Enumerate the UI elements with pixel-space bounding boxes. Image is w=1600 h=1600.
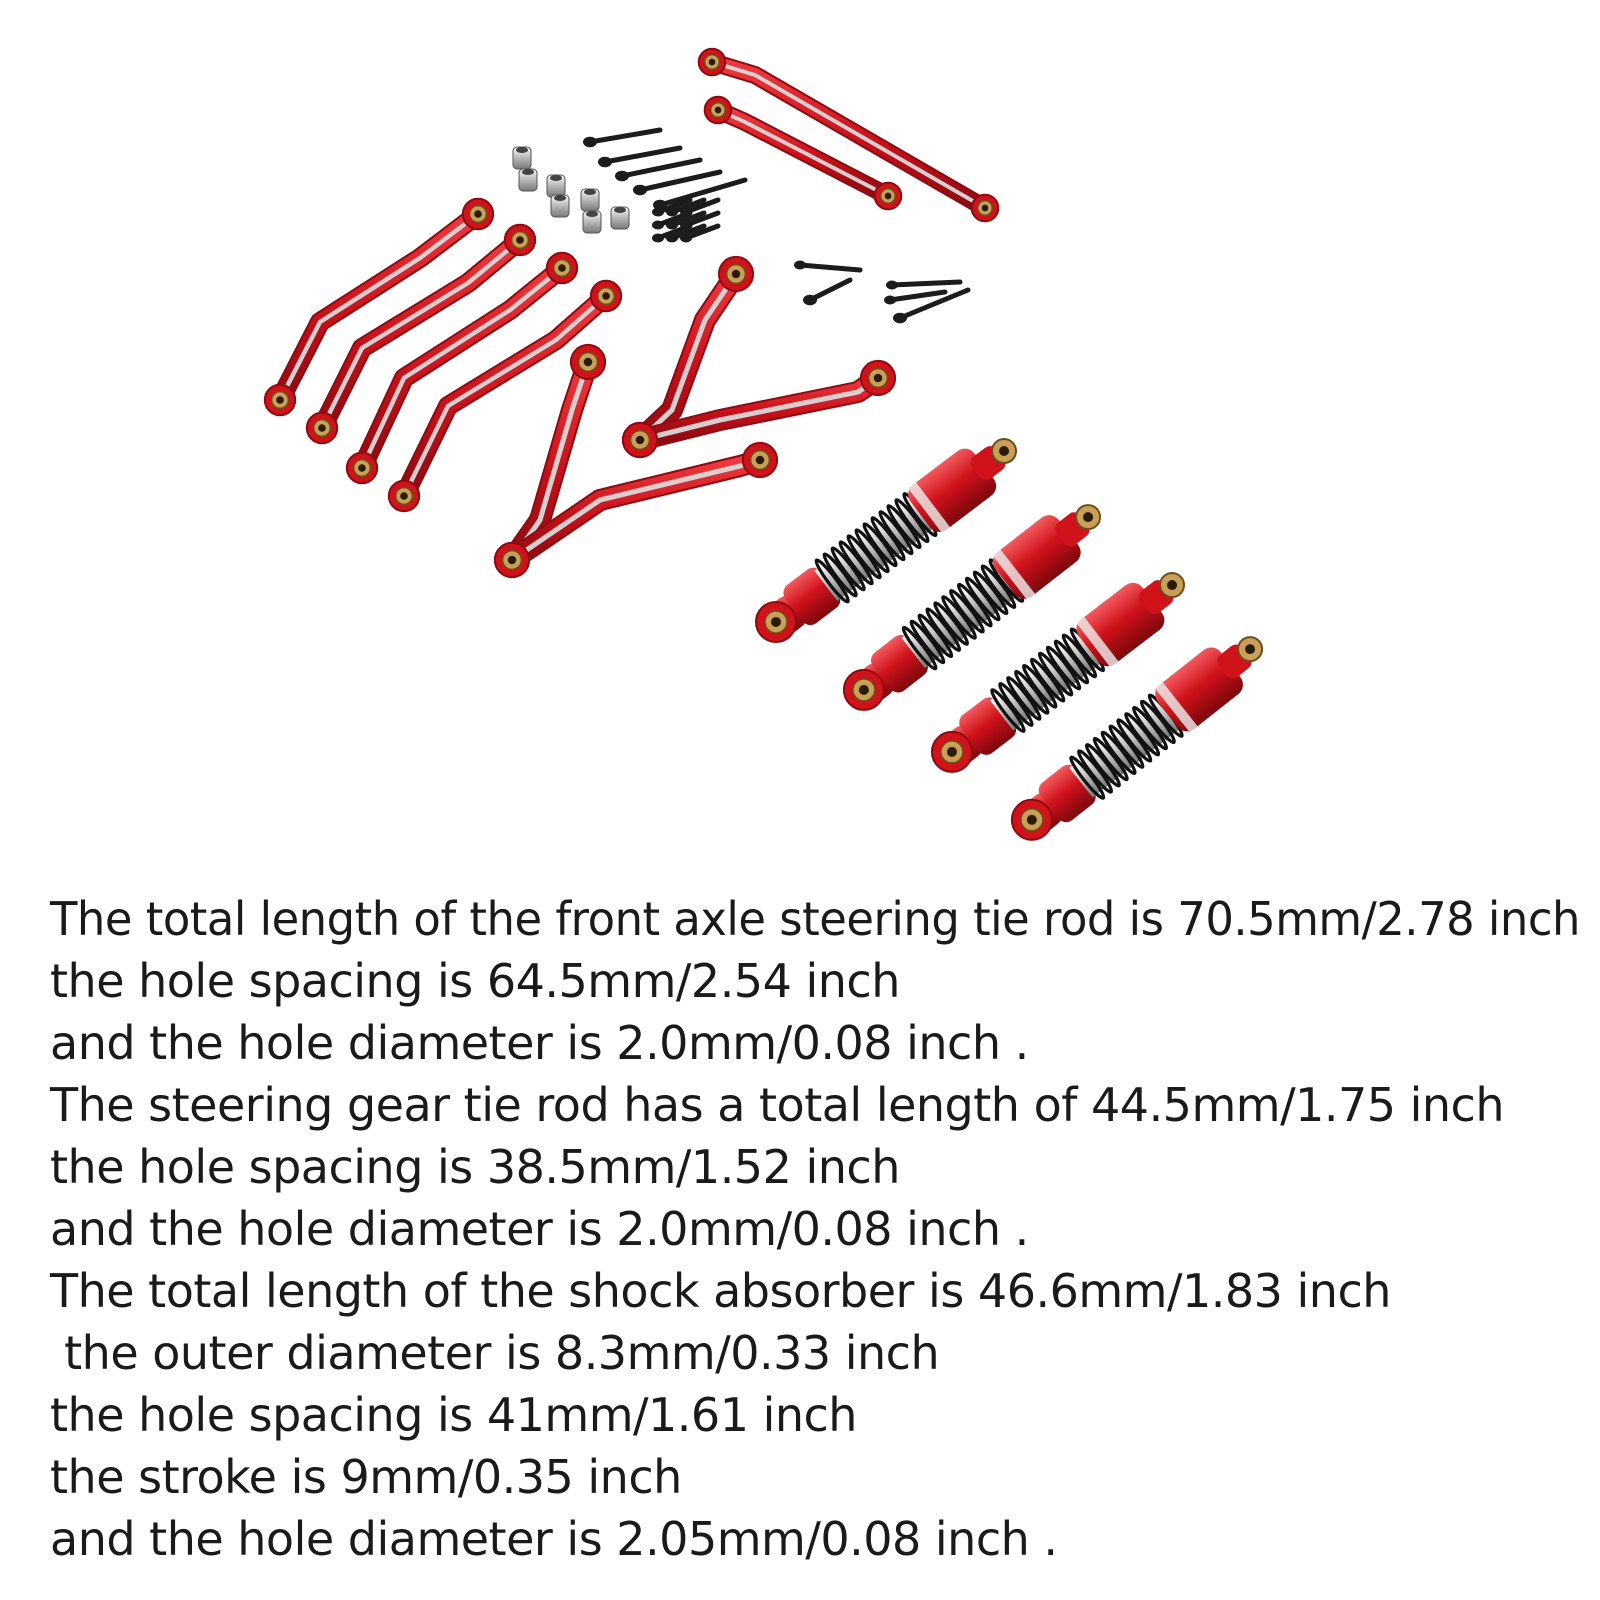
bushing: [513, 147, 531, 169]
spec-line: the hole spacing is 41mm/1.61 inch: [50, 1388, 857, 1442]
spec-line: the stroke is 9mm/0.35 inch: [50, 1450, 682, 1504]
bushing: [611, 207, 629, 229]
tie-rod-long: [699, 49, 999, 222]
spec-line: the outer diameter is 8.3mm/0.33 inch: [50, 1326, 940, 1380]
suspension-links: [265, 199, 621, 511]
shock-absorber: [992, 616, 1280, 861]
specification-text: [50, 888, 1580, 1570]
spec-line: and the hole diameter is 2.0mm/0.08 inch .: [50, 1202, 1029, 1256]
bushing: [581, 189, 599, 211]
spec-line: the hole spacing is 38.5mm/1.52 inch: [50, 1140, 900, 1194]
bushing: [551, 195, 569, 217]
bushing: [583, 211, 601, 233]
shock-absorber: [825, 484, 1119, 731]
screw: [886, 281, 960, 290]
v-arm: [495, 345, 777, 577]
screw: [794, 261, 860, 271]
v-arm: [623, 257, 895, 457]
bushing: [547, 175, 565, 197]
spec-line: The total length of the front axle steering tie rod is 70.5mm/2.78 inch: [50, 892, 1580, 946]
bushing: [519, 169, 537, 191]
steering-tie-rods: [699, 49, 999, 222]
curved-link: [265, 199, 493, 415]
spec-line: and the hole diameter is 2.0mm/0.08 inch .: [50, 1016, 1029, 1070]
v-link-arms: [495, 257, 895, 577]
spec-line: The total length of the shock absorber is 46.6mm/1.83 inch: [50, 1264, 1391, 1318]
spec-line: the hole spacing is 64.5mm/2.54 inch: [50, 954, 900, 1008]
screw: [583, 130, 660, 147]
shock-absorbers: [737, 418, 1281, 861]
spec-line: and the hole diameter is 2.05mm/0.08 inch .: [50, 1512, 1058, 1566]
screw: [803, 280, 850, 305]
spec-line: The steering gear tie rod has a total length of 44.5mm/1.75 inch: [50, 1078, 1504, 1132]
tie-rod-short: [705, 97, 902, 210]
